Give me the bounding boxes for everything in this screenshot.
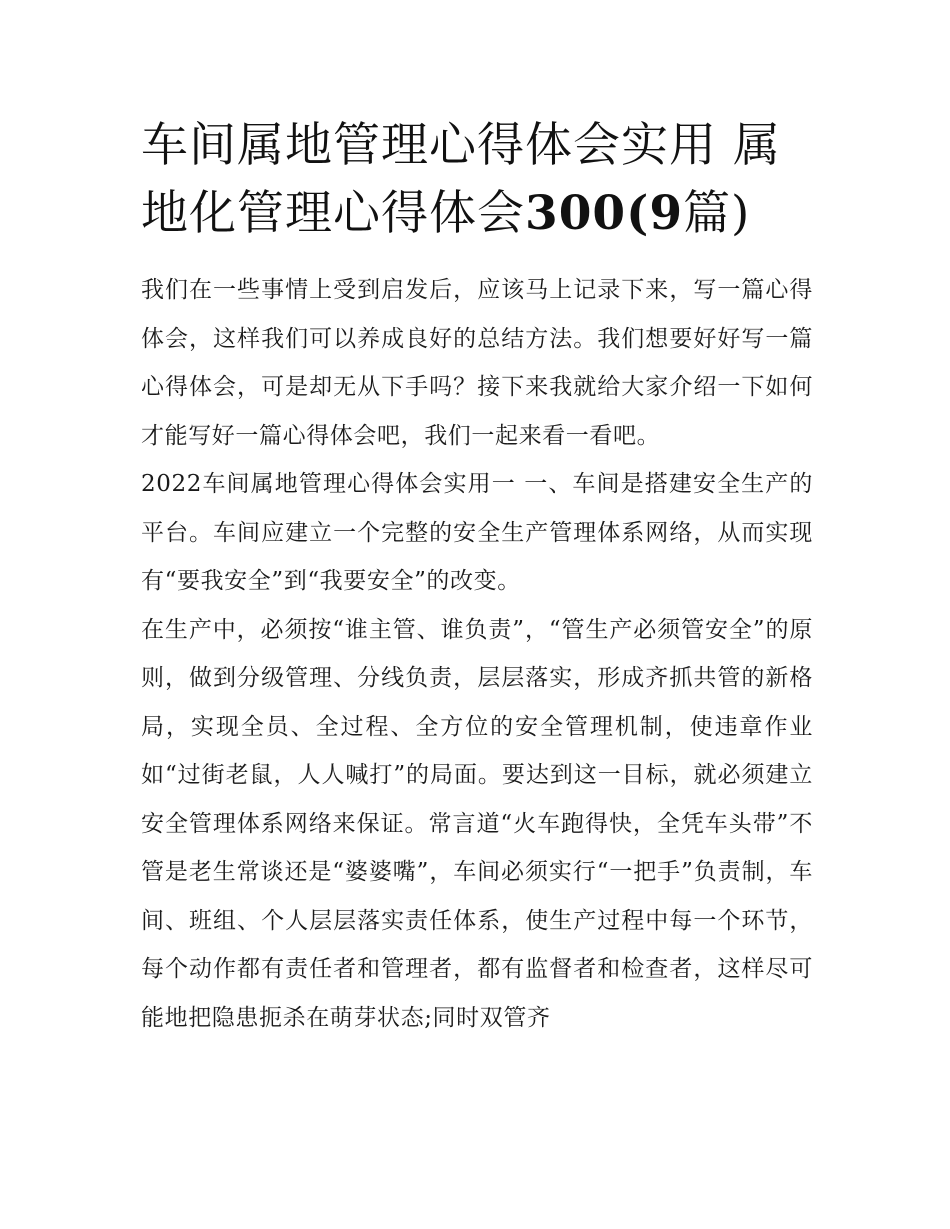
document-content [141,112,813,1042]
title-text-suffix: 篇) [683,186,751,241]
document-body [141,266,813,1042]
title-text-count: 300(9 [525,186,684,241]
paragraph-section-one: 2022车间属地管理心得体会实用一 一、车间是搭建安全生产的平台。车间应建立一个完整的安全生产管理体系网络，从而实现有“要我安全”到“我要安全”的改变。 [141,471,813,594]
paragraph-production: 在生产中，必须按“谁主管、谁负责”，“管生产必须管安全”的原则，做到分级管理、分线负责，层层落实，形成齐抓共管的新格局，实现全员、全过程、全方位的安全管理机制，使违章作业如“过街老鼠，人人喊打”的局面。要达到这一目标，就必须建立安全管理体系网络来保证。常言道“火车跑得快，全凭车头带”不管是老生常谈还是“婆婆嘴”，车间必须实行“一把手”负责制，车间、班组、个人层层落实责任体系，使生产过程中每一个环节，每个动作都有责任者和管理者，都有监督者和检查者，这样尽可能地把隐患扼杀在萌芽状态;同时双管齐 [141,616,813,1031]
title-text-main: 车间属地管理心得体会实用 属地化管理心得体会 [141,118,781,241]
document-title [141,112,813,248]
paragraph-intro: 我们在一些事情上受到启发后，应该马上记录下来，写一篇心得体会，这样我们可以养成良好的总结方法。我们想要好好写一篇心得体会，可是却无从下手吗？接下来我就给大家介绍一下如何才能写好一篇心得体会吧，我们一起来看一看吧。 [141,277,813,449]
